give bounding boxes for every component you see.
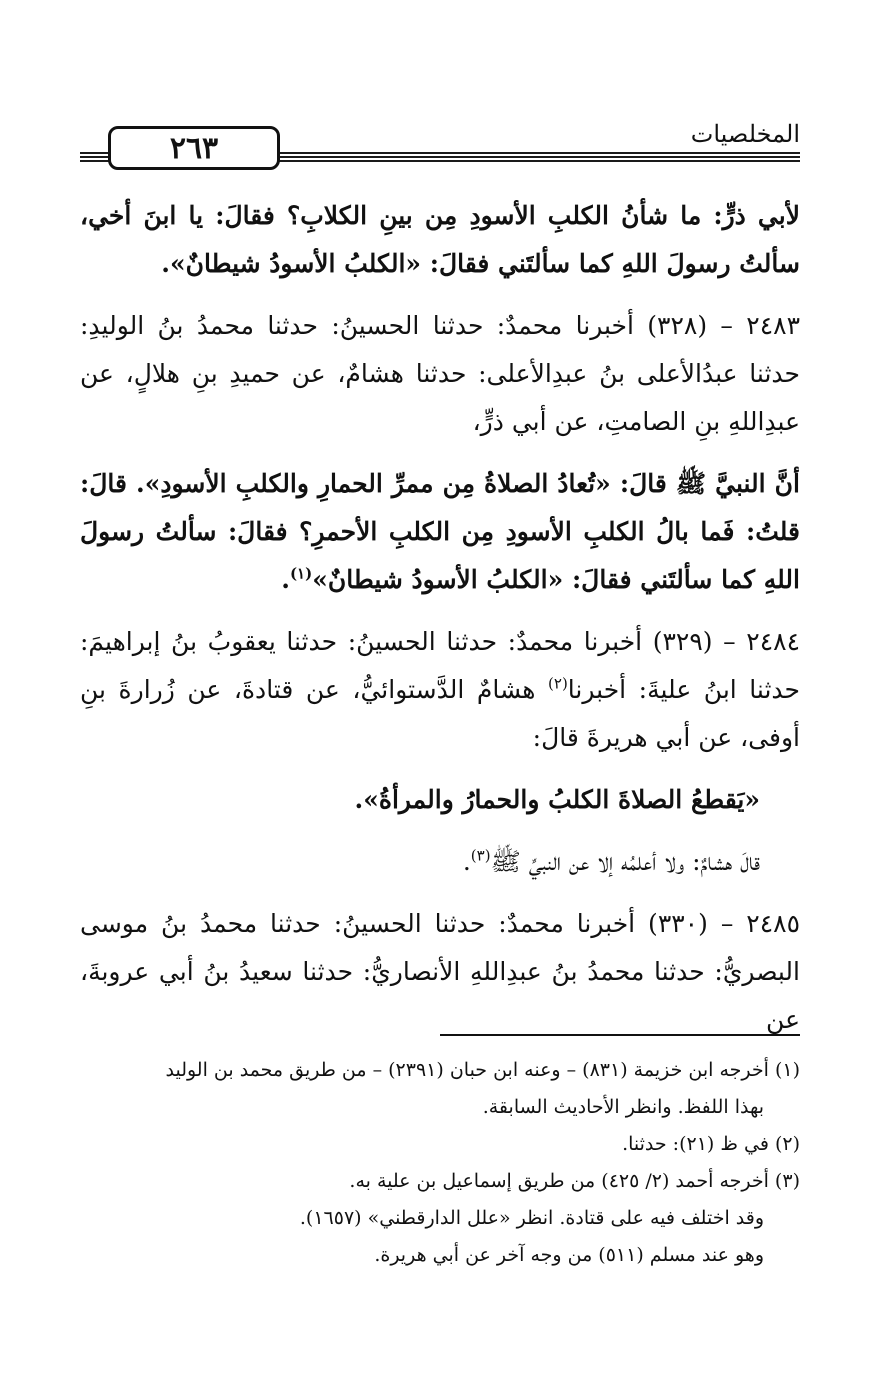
footnote-divider: [440, 1034, 800, 1036]
footnote-ref-2: (٢): [548, 674, 568, 693]
footnote-3-continuation-1: وقد اختلف فيه على قتادة. انظر «علل الدارقطني» (١٦٥٧).: [299, 1207, 764, 1229]
hadith-2484-text-b: هشامٌ الدَّستوائيُّ، عن قتادةَ، عن زُرارةَ بنِ أوفى، عن أبي هريرةَ قالَ:: [80, 675, 800, 752]
hadith-2484-isnad: [80, 618, 800, 762]
hadith-2484-text-a: ٢٤٨٤ – (٣٢٩) أخبرنا محمدٌ: حدثنا الحسينُ: حدثنا يعقوبُ بنُ إبراهيمَ: حدثنا ابنُ عليةَ: أخبرنا: [80, 627, 801, 704]
page-header: [80, 118, 800, 178]
paragraph-continuation: لأبي ذرٍّ: ما شأنُ الكلبِ الأسودِ مِن بينِ الكلابِ؟ فقالَ: يا ابنَ أخي، سألتُ رسولَ اللهِ كما سألتَني فقالَ: «الكلبُ الأسودُ شيطانٌ».: [80, 201, 800, 278]
footnotes: [80, 1052, 800, 1274]
footnote-1: (١) أخرجه ابن خزيمة (٨٣١) – وعنه ابن حبان (٢٣٩١) – من طريق محمد بن الوليد: [165, 1059, 800, 1081]
hisham-comment-text: قالَ هشامٌ: ولا أعلمُه إلا عن النبيِّ ﷺ: [490, 847, 760, 876]
hadith-2483-isnad: ٢٤٨٣ – (٣٢٨) أخبرنا محمدٌ: حدثنا الحسينُ: حدثنا محمدُ بنُ الوليدِ: حدثنا عبدُالأعلى بنُ عبدِالأعلى: حدثنا هشامٌ، عن حميدِ بنِ هلالٍ، عن عبدِاللهِ بنِ الصامتِ، عن أبي ذرٍّ،: [80, 311, 800, 436]
hadith-2483-matn: [80, 460, 800, 604]
hadith-2483-text: أنَّ النبيَّ ﷺ قالَ: «تُعادُ الصلاةُ مِن ممرِّ الحمارِ والكلبِ الأسودِ». قالَ: قلتُ: فَما بالُ الكلبِ الأسودِ مِن الكلبِ الأحمرِ؟ فقالَ: سألتُ رسولَ اللهِ كما سألتَني فقالَ: «الكلبُ الأسودُ شيطانٌ»: [80, 469, 800, 594]
footnote-1-continuation: بهذا اللفظ. وانظر الأحاديث السابقة.: [482, 1096, 764, 1118]
full-stop: .: [281, 565, 290, 594]
footnote-3-continuation-2: وهو عند مسلم (٥١١) من وجه آخر عن أبي هريرة.: [374, 1244, 764, 1266]
footnote-2: (٢) في ظ (٢١): حدثنا.: [622, 1133, 800, 1155]
footnote-ref-1: (١): [289, 564, 313, 583]
running-title: المخلصيات: [681, 118, 800, 150]
main-text: [80, 192, 800, 1058]
full-stop: .: [462, 847, 471, 876]
hisham-comment: [80, 838, 800, 886]
footnote-3: (٣) أخرجه أحمد (٢/ ٤٢٥) من طريق إسماعيل بن علية به.: [349, 1170, 800, 1192]
footnote-ref-3: (٣): [470, 846, 491, 865]
hadith-2484-matn: «يَقطعُ الصلاةَ الكلبُ والحمارُ والمرأةُ».: [354, 785, 760, 814]
hadith-2485-isnad: ٢٤٨٥ – (٣٣٠) أخبرنا محمدٌ: حدثنا الحسينُ: حدثنا محمدُ بنُ موسى البصريُّ: حدثنا محمدُ بنُ عبدِاللهِ الأنصاريُّ: حدثنا سعيدُ بنُ أبي عروبةَ، عن: [80, 909, 800, 1034]
page-number: ٢٦٣: [108, 126, 280, 170]
